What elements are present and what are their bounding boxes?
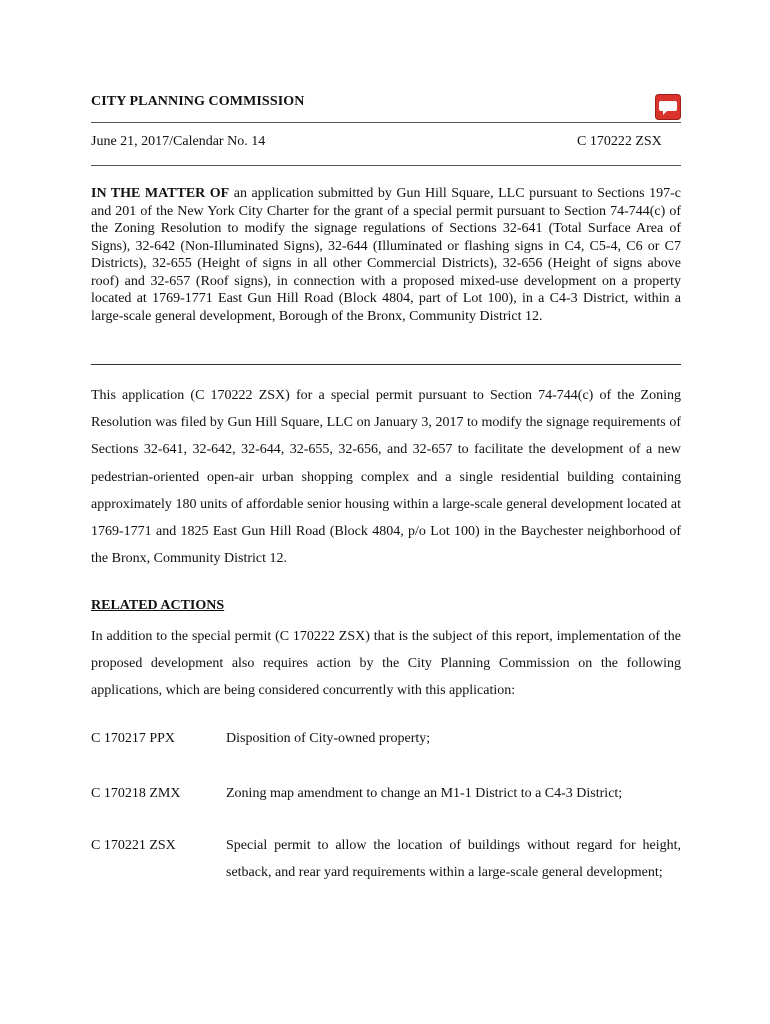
comment-icon[interactable] bbox=[655, 94, 681, 120]
related-actions-heading: RELATED ACTIONS bbox=[91, 598, 225, 613]
commission-title: CITY PLANNING COMMISSION bbox=[91, 94, 305, 109]
meta-divider bbox=[91, 165, 681, 166]
action-description: Zoning map amendment to change an M1-1 District to a C4-3 District; bbox=[226, 786, 623, 801]
action-description: Disposition of City-owned property; bbox=[226, 731, 431, 746]
action-code: C 170221 ZSX bbox=[91, 838, 176, 853]
related-actions-intro: In addition to the special permit (C 170222 ZSX) that is the subject of this report, implementation of the proposed development also requires action by the City Planning Commission on the following applications, which are being considered concurrently with this application: bbox=[91, 629, 681, 699]
action-code: C 170217 PPX bbox=[91, 731, 176, 746]
matter-paragraph bbox=[91, 185, 681, 325]
action-code: C 170218 ZMX bbox=[91, 786, 181, 801]
action-description: Special permit to allow the location of buildings without regard for height, setback, and rear yard requirements within a large-scale general development; bbox=[226, 838, 681, 881]
matter-divider bbox=[91, 364, 681, 365]
application-summary: This application (C 170222 ZSX) for a special permit pursuant to Section 74-744(c) of the Zoning Resolution was filed by Gun Hill Square, LLC on January 3, 2017 to modify the signage requirements of Sections 32-641, 32-642, 32-644, 32-655, 32-656, and 32-657 to facilitate the development of a new pedestrian-oriented open-air urban shopping complex and a single residential building containing approximately 180 units of affordable senior housing within a large-scale general development located at 1769-1771 and 1825 East Gun Hill Road (Block 4804, p/o Lot 100) in the Baychester neighborhood of the Bronx, Community District 12. bbox=[91, 388, 681, 567]
date-calendar: June 21, 2017/Calendar No. 14 bbox=[91, 134, 266, 149]
header-divider bbox=[91, 122, 681, 123]
matter-lead: IN THE MATTER OF bbox=[91, 186, 230, 201]
matter-text: an application submitted by Gun Hill Square, LLC pursuant to Sections 197-c and 201 of the New York City Charter for the grant of a special permit pursuant to Section 74-744(c) of the Zoning Resolution to modify the signage regulations of Sections 32-641 (Total Surface Area of Signs), 32-642 (Non-Illuminated Signs), 32-644 (Illuminated or flashing signs in C4, C5-4, C6 or C7 Districts), 32-655 (Height of signs in all other Commercial Districts), 32-656 (Height of signs above roof) and 32-657 (Roof signs), in connection with a proposed mixed-use development on a property located at 1769-1771 East Gun Hill Road (Block 4804, part of Lot 100), in a C4-3 District, within a large-scale general development, Borough of the Bronx, Community District 12. bbox=[91, 186, 681, 324]
application-number: C 170222 ZSX bbox=[577, 134, 662, 149]
